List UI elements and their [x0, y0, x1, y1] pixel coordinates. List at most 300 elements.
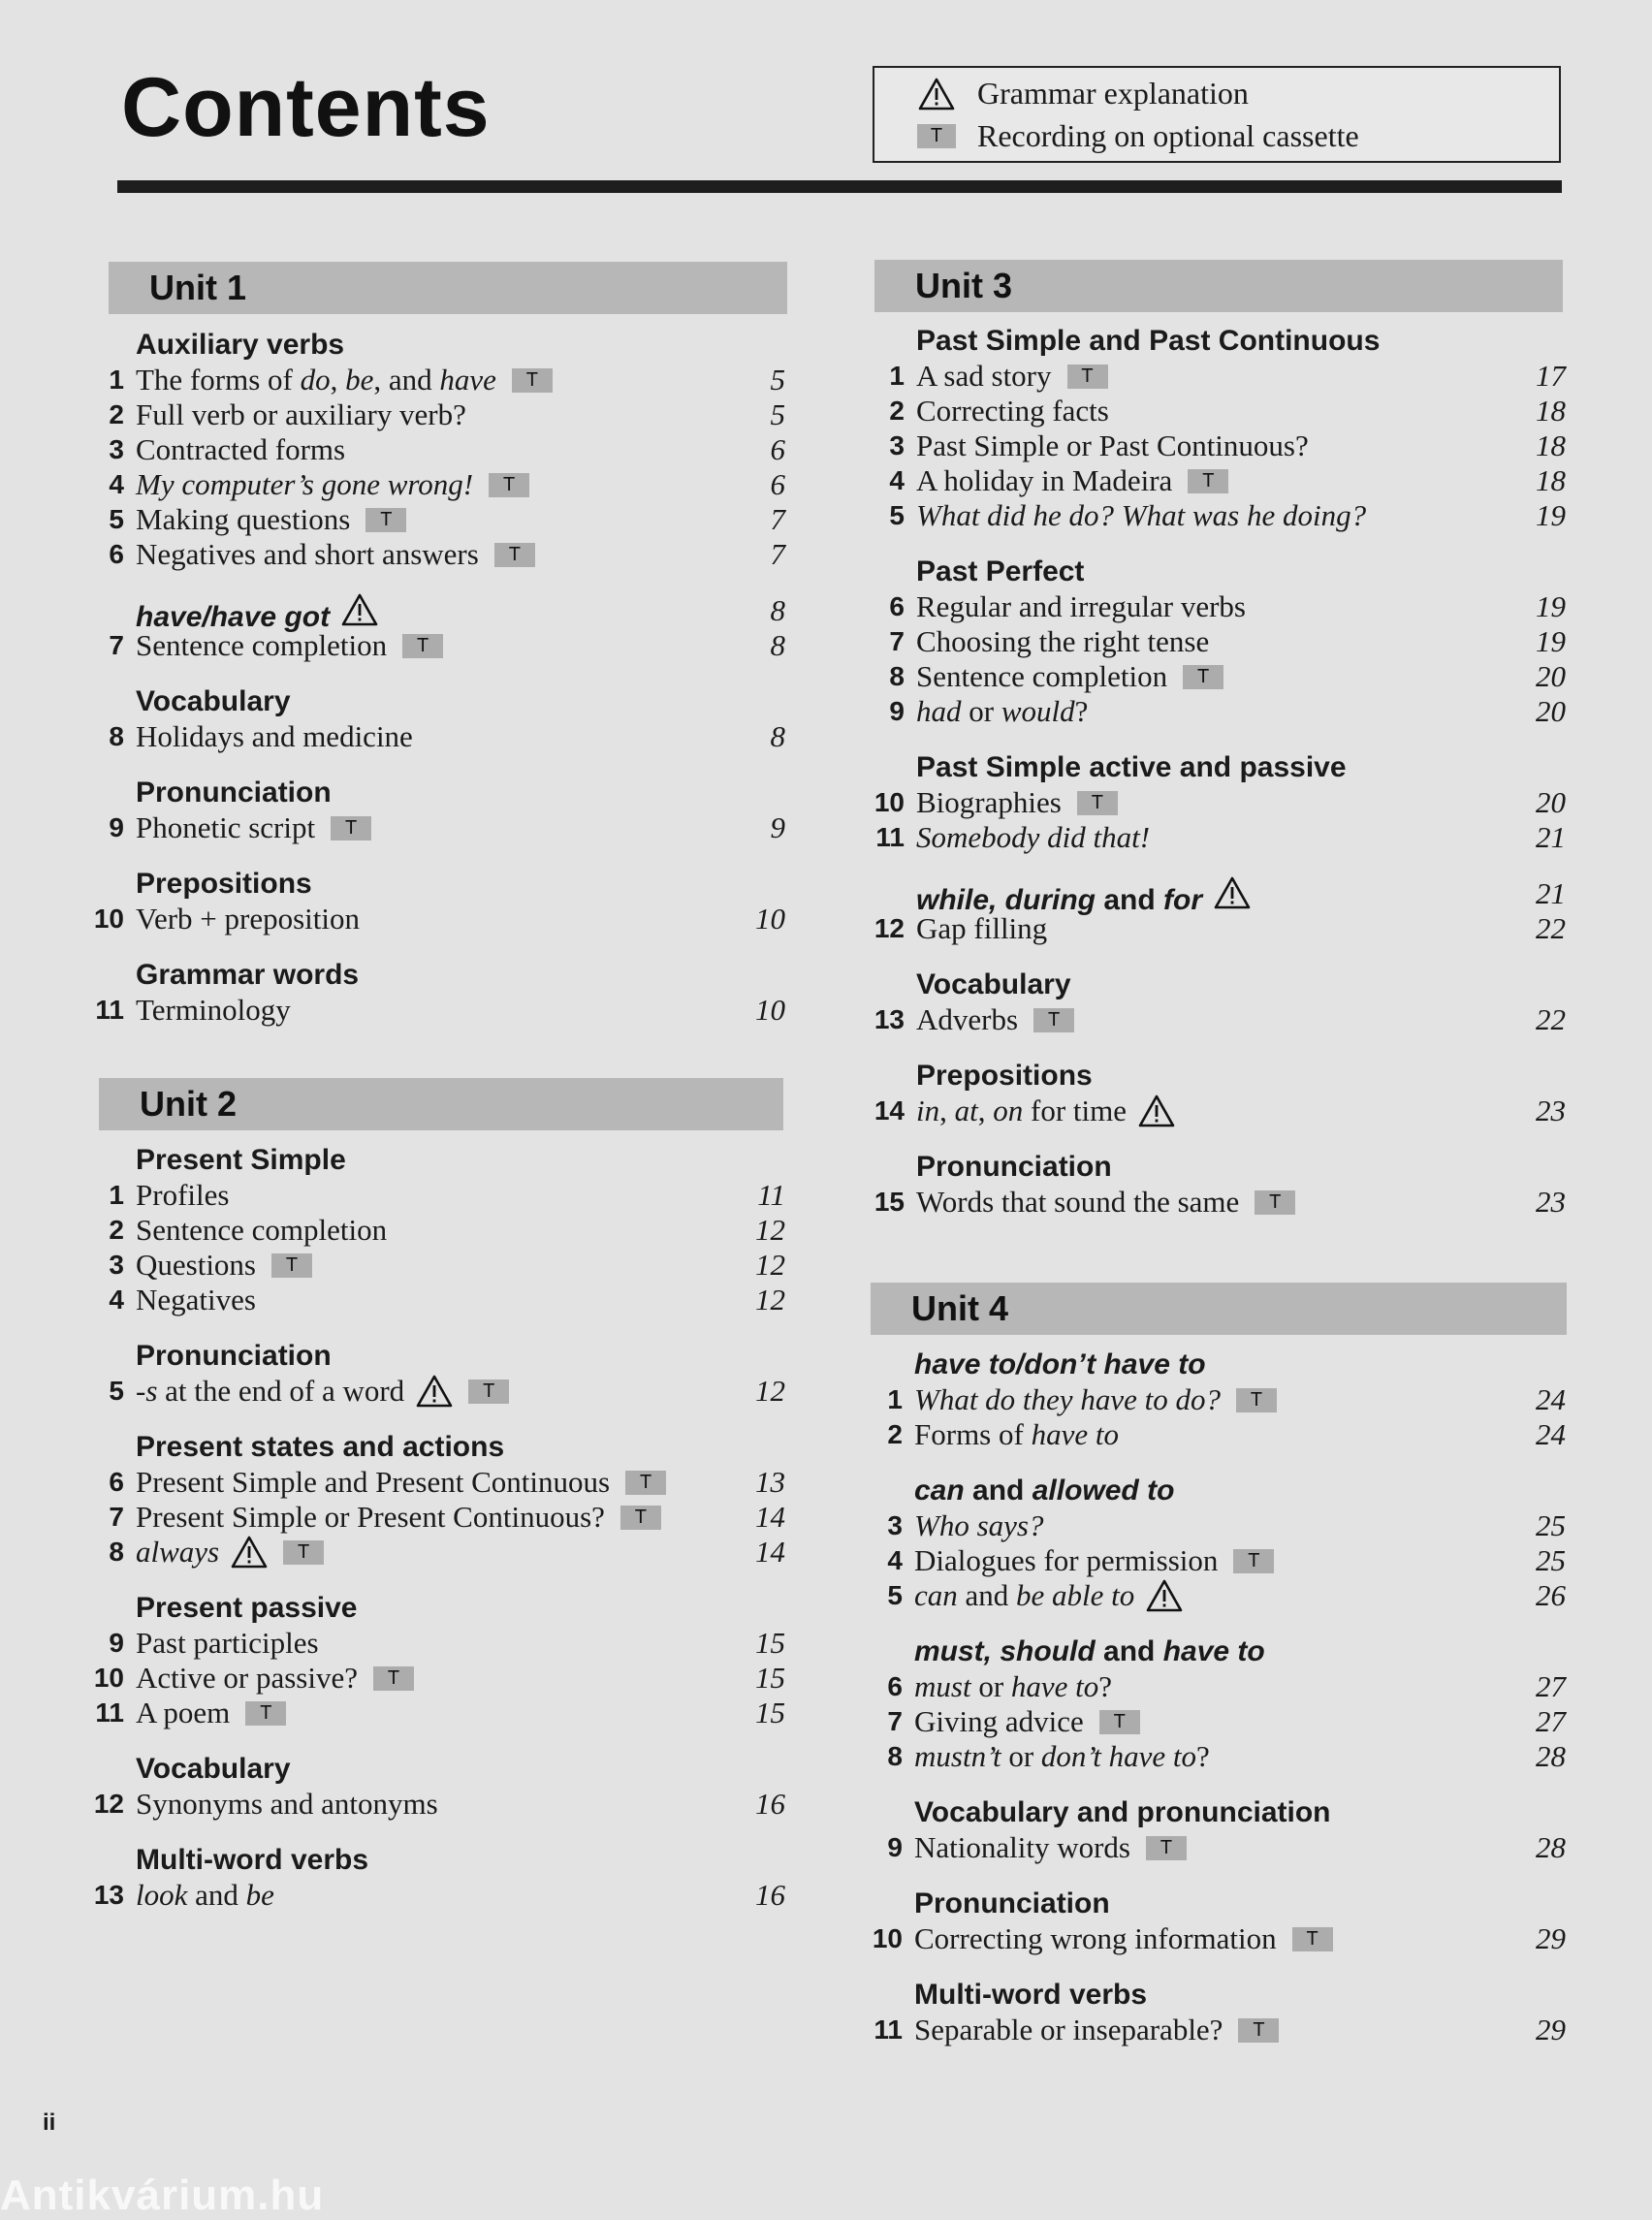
tape-icon: T: [1238, 2018, 1279, 2043]
legend-box: [873, 66, 1561, 163]
contents-section: [87, 593, 785, 663]
exercise-entry[interactable]: [866, 1508, 1566, 1543]
exercise-page-number: 12: [755, 1248, 785, 1282]
warning-triangle-icon: [231, 1536, 268, 1569]
unit-header: Unit 3: [874, 260, 1563, 312]
exercise-title: Synonyms and antonyms: [136, 1787, 438, 1821]
section-title-text: can and allowed to: [914, 1475, 1175, 1506]
exercise-page-number: 22: [1536, 1002, 1566, 1036]
section-title-text: Pronunciation: [914, 1887, 1110, 1919]
exercise-page-number: 18: [1536, 463, 1566, 497]
exercise-title: The forms of do, be, and have T: [136, 363, 553, 397]
section-title-text: must, should and have to: [914, 1635, 1265, 1667]
exercise-number: 9: [109, 1628, 124, 1658]
exercise-number: 6: [889, 591, 905, 621]
exercise-entry[interactable]: [87, 719, 785, 754]
exercise-title: look and be: [136, 1878, 274, 1912]
exercise-title: Terminology: [136, 993, 291, 1027]
exercise-number: 13: [874, 1004, 905, 1034]
tape-icon: T: [1236, 1388, 1277, 1412]
exercise-entry[interactable]: [87, 993, 785, 1028]
exercise-page-number: 15: [755, 1626, 785, 1660]
section-title: [868, 750, 1566, 785]
exercise-title: Giving advice T: [914, 1704, 1140, 1739]
exercise-entry[interactable]: [87, 432, 785, 467]
exercise-title: Sentence completion: [136, 1213, 388, 1247]
exercise-title: Negatives: [136, 1283, 256, 1316]
exercise-entry[interactable]: [868, 1002, 1566, 1037]
exercise-number: 10: [872, 1923, 903, 1953]
exercise-page-number: 14: [755, 1535, 785, 1569]
exercise-entry[interactable]: [87, 1283, 785, 1317]
exercise-number: 12: [874, 913, 905, 943]
exercise-number: 1: [109, 1180, 124, 1210]
exercise-title: Nationality words T: [914, 1830, 1187, 1865]
exercise-entry[interactable]: [87, 467, 785, 502]
exercise-entry[interactable]: [87, 1661, 785, 1696]
exercise-title: Active or passive? T: [136, 1661, 414, 1696]
exercise-page-number: 10: [755, 902, 785, 936]
exercise-page-number: 7: [770, 502, 785, 536]
tape-icon: T: [331, 816, 371, 840]
exercise-page-number: 28: [1536, 1830, 1566, 1864]
exercise-entry[interactable]: [868, 1094, 1566, 1128]
exercise-page-number: 24: [1536, 1417, 1566, 1451]
section-title-text: Pronunciation: [916, 1151, 1112, 1183]
tape-icon: T: [1146, 1836, 1187, 1860]
contents-section: [87, 1843, 785, 1913]
exercise-entry[interactable]: [87, 1787, 785, 1822]
exercise-page-number: 11: [757, 1178, 785, 1212]
exercise-number: 4: [889, 465, 905, 495]
exercise-entry[interactable]: [866, 1578, 1566, 1613]
exercise-entry[interactable]: [868, 498, 1566, 533]
exercise-number: 15: [874, 1187, 905, 1217]
exercise-page-number: 15: [755, 1661, 785, 1695]
tape-icon: T: [620, 1506, 661, 1530]
exercise-number: 5: [109, 504, 124, 534]
exercise-title: Regular and irregular verbs: [916, 589, 1247, 623]
contents-section: [87, 1143, 785, 1317]
contents-section: [868, 1150, 1566, 1220]
warning-triangle-icon: [917, 78, 956, 111]
section-title-text: Past Simple and Past Continuous: [916, 325, 1381, 357]
unit-body: [87, 1129, 785, 1913]
exercise-title: What do they have to do? T: [914, 1382, 1277, 1417]
section-title-text: have to/don’t have to: [914, 1348, 1206, 1380]
section-page-number: 8: [770, 593, 785, 627]
tape-icon: T: [1077, 791, 1118, 815]
exercise-entry[interactable]: [866, 1704, 1566, 1739]
exercise-number: 7: [887, 1706, 903, 1736]
contents-section: [868, 555, 1566, 729]
exercise-number: 4: [109, 1284, 124, 1315]
exercise-number: 2: [889, 396, 905, 426]
section-title: [87, 684, 785, 719]
section-title-text: Multi-word verbs: [914, 1979, 1148, 2011]
exercise-title: Past Simple or Past Continuous?: [916, 428, 1309, 462]
contents-section: [87, 1591, 785, 1730]
section-title: [866, 1887, 1566, 1921]
contents-section: [87, 867, 785, 936]
exercise-number: 13: [93, 1880, 124, 1910]
exercise-entry[interactable]: [87, 1248, 785, 1283]
section-title: [87, 776, 785, 810]
section-title-text: Prepositions: [136, 868, 312, 900]
section-title-text: Pronunciation: [136, 777, 332, 809]
exercise-title: A holiday in Madeira T: [916, 463, 1228, 498]
section-title: [87, 593, 785, 633]
exercise-title: What did he do? What was he doing?: [916, 498, 1367, 532]
exercise-page-number: 23: [1536, 1094, 1566, 1127]
exercise-entry[interactable]: [868, 659, 1566, 694]
section-title: [87, 1430, 785, 1465]
section-title-text: while, during and for: [916, 876, 1251, 918]
exercise-number: 9: [887, 1832, 903, 1862]
exercise-page-number: 12: [755, 1283, 785, 1316]
exercise-number: 1: [887, 1384, 903, 1414]
contents-section: [87, 1339, 785, 1409]
warning-triangle-icon: [1146, 1579, 1183, 1612]
exercise-title: Separable or inseparable? T: [914, 2013, 1279, 2047]
exercise-page-number: 29: [1536, 1921, 1566, 1955]
exercise-entry[interactable]: [87, 1178, 785, 1213]
exercise-number: 7: [109, 1502, 124, 1532]
contents-section: [866, 1634, 1566, 1774]
exercise-entry[interactable]: [87, 1500, 785, 1535]
exercise-entry[interactable]: [868, 394, 1566, 428]
exercise-page-number: 22: [1536, 911, 1566, 945]
exercise-entry[interactable]: [87, 1374, 785, 1409]
exercise-entry[interactable]: [868, 589, 1566, 624]
exercise-entry[interactable]: [87, 902, 785, 936]
exercise-title: My computer’s gone wrong! T: [136, 467, 529, 502]
section-title: [868, 1059, 1566, 1094]
exercise-entry[interactable]: [868, 359, 1566, 394]
section-title-text: Vocabulary: [916, 968, 1071, 1000]
exercise-number: 11: [95, 1697, 124, 1728]
exercise-entry[interactable]: [866, 1830, 1566, 1865]
exercise-number: 4: [887, 1545, 903, 1575]
exercise-title: Present Simple or Present Continuous? T: [136, 1500, 661, 1535]
exercise-number: 7: [889, 626, 905, 656]
exercise-number: 10: [93, 904, 124, 934]
exercise-number: 12: [93, 1789, 124, 1819]
section-title-text: have/have got: [136, 593, 378, 635]
section-title: [87, 1843, 785, 1878]
exercise-number: 6: [109, 1467, 124, 1497]
section-title-text: Auxiliary verbs: [136, 329, 345, 361]
exercise-entry[interactable]: [866, 1382, 1566, 1417]
unit-body: [868, 310, 1566, 1220]
exercise-number: 9: [889, 696, 905, 726]
legend-tape-label: Recording on optional cassette: [977, 118, 1359, 153]
exercise-number: 5: [109, 1376, 124, 1406]
tape-icon: T: [271, 1253, 312, 1278]
exercise-page-number: 6: [770, 467, 785, 501]
section-title-text: Prepositions: [916, 1060, 1093, 1092]
exercise-page-number: 19: [1536, 498, 1566, 532]
exercise-number: 2: [109, 1215, 124, 1245]
exercise-number: 4: [109, 469, 124, 499]
exercise-title: Present Simple and Present Continuous T: [136, 1465, 666, 1500]
tape-icon: T: [468, 1380, 509, 1404]
exercise-title: Phonetic script T: [136, 810, 371, 845]
exercise-title: Full verb or auxiliary verb?: [136, 397, 466, 431]
exercise-number: 1: [889, 361, 905, 391]
exercise-number: 3: [887, 1510, 903, 1540]
exercise-entry[interactable]: [868, 911, 1566, 946]
exercise-page-number: 25: [1536, 1508, 1566, 1542]
tape-icon: T: [365, 508, 406, 532]
exercise-title: Correcting facts: [916, 394, 1109, 428]
exercise-page-number: 5: [770, 363, 785, 396]
exercise-number: 14: [874, 1095, 905, 1126]
tape-icon: T: [1099, 1710, 1140, 1734]
exercise-page-number: 19: [1536, 589, 1566, 623]
exercise-number: 3: [109, 1250, 124, 1280]
tape-icon: T: [1183, 665, 1223, 689]
section-title: [868, 876, 1566, 916]
legend-grammar-label: Grammar explanation: [977, 76, 1249, 111]
tape-icon: T: [1188, 469, 1228, 493]
exercise-page-number: 26: [1536, 1578, 1566, 1612]
exercise-title: Somebody did that!: [916, 820, 1151, 854]
exercise-page-number: 10: [755, 993, 785, 1027]
exercise-page-number: 19: [1536, 624, 1566, 658]
exercise-title: Sentence completion T: [136, 628, 443, 663]
contents-section: [87, 1430, 785, 1570]
title-rule: [117, 180, 1562, 193]
exercise-title: Verb + preposition: [136, 902, 361, 936]
exercise-page-number: 18: [1536, 394, 1566, 428]
exercise-number: 8: [109, 1537, 124, 1567]
section-title: [87, 1752, 785, 1787]
exercise-page-number: 12: [755, 1213, 785, 1247]
exercise-entry[interactable]: [866, 2013, 1566, 2047]
contents-section: [866, 1887, 1566, 1956]
exercise-page-number: 5: [770, 397, 785, 431]
exercise-entry[interactable]: [87, 810, 785, 845]
contents-section: [87, 328, 785, 572]
exercise-number: 3: [889, 430, 905, 460]
exercise-page-number: 17: [1536, 359, 1566, 393]
contents-section: [87, 776, 785, 845]
exercise-entry[interactable]: [868, 463, 1566, 498]
exercise-entry[interactable]: [87, 397, 785, 432]
exercise-page-number: 18: [1536, 428, 1566, 462]
exercise-entry[interactable]: [868, 820, 1566, 855]
section-title: [87, 1339, 785, 1374]
exercise-title: Who says?: [914, 1508, 1044, 1542]
exercise-entry[interactable]: [868, 785, 1566, 820]
warning-triangle-icon: [341, 593, 378, 626]
unit-body: [87, 314, 785, 1028]
contents-section: [868, 324, 1566, 533]
exercise-page-number: 8: [770, 628, 785, 662]
exercise-entry[interactable]: [866, 1543, 1566, 1578]
section-title: [868, 1150, 1566, 1185]
exercise-entry[interactable]: [866, 1921, 1566, 1956]
exercise-entry[interactable]: [866, 1417, 1566, 1452]
exercise-page-number: 20: [1536, 785, 1566, 819]
section-title: [866, 1348, 1566, 1382]
exercise-title: Holidays and medicine: [136, 719, 413, 753]
page-number: ii: [43, 2109, 56, 2136]
contents-section: [868, 750, 1566, 855]
section-title: [87, 1591, 785, 1626]
unit-header: Unit 4: [871, 1283, 1567, 1335]
contents-section: [87, 684, 785, 754]
contents-section: [87, 958, 785, 1028]
section-title-text: Vocabulary: [136, 685, 291, 717]
exercise-page-number: 15: [755, 1696, 785, 1729]
exercise-title: Words that sound the same T: [916, 1185, 1295, 1220]
exercise-number: 10: [93, 1663, 124, 1693]
exercise-title: had or would?: [916, 694, 1089, 728]
unit-header: Unit 1: [109, 262, 787, 314]
contents-section: [866, 1978, 1566, 2047]
exercise-page-number: 6: [770, 432, 785, 466]
exercise-number: 6: [109, 539, 124, 569]
exercise-entry[interactable]: [87, 1465, 785, 1500]
contents-section: [868, 876, 1566, 946]
section-title: [866, 1795, 1566, 1830]
section-title: [868, 555, 1566, 589]
tape-icon: T: [402, 634, 443, 658]
unit-body: [866, 1334, 1566, 2047]
exercise-number: 10: [874, 787, 905, 817]
exercise-entry[interactable]: [868, 1185, 1566, 1220]
exercise-page-number: 13: [755, 1465, 785, 1499]
exercise-page-number: 20: [1536, 694, 1566, 728]
exercise-number: 2: [887, 1419, 903, 1449]
exercise-page-number: 28: [1536, 1739, 1566, 1773]
exercise-entry[interactable]: [868, 694, 1566, 729]
section-title: [866, 1978, 1566, 2013]
legend-row-grammar: [917, 76, 1249, 111]
exercise-title: Negatives and short answers T: [136, 537, 535, 572]
contents-section: [866, 1348, 1566, 1452]
exercise-page-number: 27: [1536, 1704, 1566, 1738]
exercise-page-number: 21: [1536, 820, 1566, 854]
exercise-entry[interactable]: [87, 628, 785, 663]
tape-icon: T: [489, 473, 529, 497]
exercise-entry[interactable]: [87, 502, 785, 537]
exercise-title: Biographies T: [916, 785, 1118, 820]
exercise-entry[interactable]: [866, 1669, 1566, 1704]
exercise-title: Correcting wrong information T: [914, 1921, 1333, 1956]
exercise-number: 11: [875, 822, 905, 852]
exercise-title: Past participles: [136, 1626, 319, 1660]
exercise-entry[interactable]: [87, 1878, 785, 1913]
exercise-page-number: 29: [1536, 2013, 1566, 2046]
exercise-number: 5: [887, 1580, 903, 1610]
section-title: [87, 1143, 785, 1178]
contents-section: [868, 1059, 1566, 1128]
section-title-text: Vocabulary and pronunciation: [914, 1796, 1331, 1828]
exercise-title: Contracted forms: [136, 432, 346, 466]
exercise-page-number: 8: [770, 719, 785, 753]
exercise-page-number: 24: [1536, 1382, 1566, 1416]
contents-section: [87, 1752, 785, 1822]
watermark: Antikvárium.hu: [0, 2172, 325, 2219]
contents-section: [866, 1474, 1566, 1613]
exercise-title: Gap filling: [916, 911, 1048, 945]
exercise-title: Choosing the right tense: [916, 624, 1210, 658]
exercise-title: always T: [136, 1535, 324, 1570]
exercise-number: 11: [95, 995, 124, 1025]
exercise-number: 6: [887, 1671, 903, 1701]
exercise-page-number: 23: [1536, 1185, 1566, 1219]
exercise-title: Forms of have to: [914, 1417, 1119, 1451]
exercise-page-number: 9: [770, 810, 785, 844]
exercise-title: Questions T: [136, 1248, 312, 1283]
exercise-title: must or have to?: [914, 1669, 1113, 1703]
contents-section: [866, 1795, 1566, 1865]
exercise-title: -s at the end of a word T: [136, 1374, 509, 1409]
tape-icon: T: [1292, 1927, 1333, 1951]
section-page-number: 21: [1536, 876, 1566, 910]
section-title-text: Vocabulary: [136, 1753, 291, 1785]
section-title: [87, 867, 785, 902]
exercise-entry[interactable]: [868, 624, 1566, 659]
tape-icon: T: [494, 543, 535, 567]
section-title-text: Pronunciation: [136, 1340, 332, 1372]
exercise-number: 1: [109, 365, 124, 395]
exercise-number: 9: [109, 812, 124, 842]
exercise-number: 8: [889, 661, 905, 691]
exercise-number: 8: [887, 1741, 903, 1771]
section-title-text: Past Perfect: [916, 555, 1085, 587]
warning-triangle-icon: [416, 1375, 453, 1408]
exercise-title: A poem T: [136, 1696, 286, 1730]
tape-icon: T: [512, 368, 553, 393]
exercise-number: 11: [874, 2014, 903, 2045]
exercise-number: 7: [109, 630, 124, 660]
exercise-title: Profiles: [136, 1178, 230, 1212]
exercise-page-number: 25: [1536, 1543, 1566, 1577]
exercise-page-number: 7: [770, 537, 785, 571]
section-title-text: Multi-word verbs: [136, 1844, 369, 1876]
exercise-entry[interactable]: [868, 428, 1566, 463]
exercise-title: Adverbs T: [916, 1002, 1074, 1037]
section-title: [87, 328, 785, 363]
exercise-number: 2: [109, 399, 124, 429]
exercise-title: A sad story T: [916, 359, 1108, 394]
exercise-page-number: 16: [755, 1878, 785, 1912]
tape-icon: T: [1233, 1549, 1274, 1573]
section-title-text: Present passive: [136, 1592, 358, 1624]
tape-icon: T: [245, 1701, 286, 1726]
section-title-text: Past Simple active and passive: [916, 751, 1347, 783]
contents-section: [868, 967, 1566, 1037]
tape-icon: T: [625, 1471, 666, 1495]
exercise-entry[interactable]: [87, 1213, 785, 1248]
exercise-entry[interactable]: [87, 1535, 785, 1570]
exercise-entry[interactable]: [87, 537, 785, 572]
exercise-entry[interactable]: [87, 363, 785, 397]
exercise-entry[interactable]: [87, 1696, 785, 1730]
section-title-text: Present states and actions: [136, 1431, 505, 1463]
exercise-entry[interactable]: [866, 1739, 1566, 1774]
section-title: [866, 1474, 1566, 1508]
section-title: [868, 967, 1566, 1002]
exercise-number: 3: [109, 434, 124, 464]
exercise-page-number: 27: [1536, 1669, 1566, 1703]
exercise-number: 5: [889, 500, 905, 530]
exercise-entry[interactable]: [87, 1626, 785, 1661]
